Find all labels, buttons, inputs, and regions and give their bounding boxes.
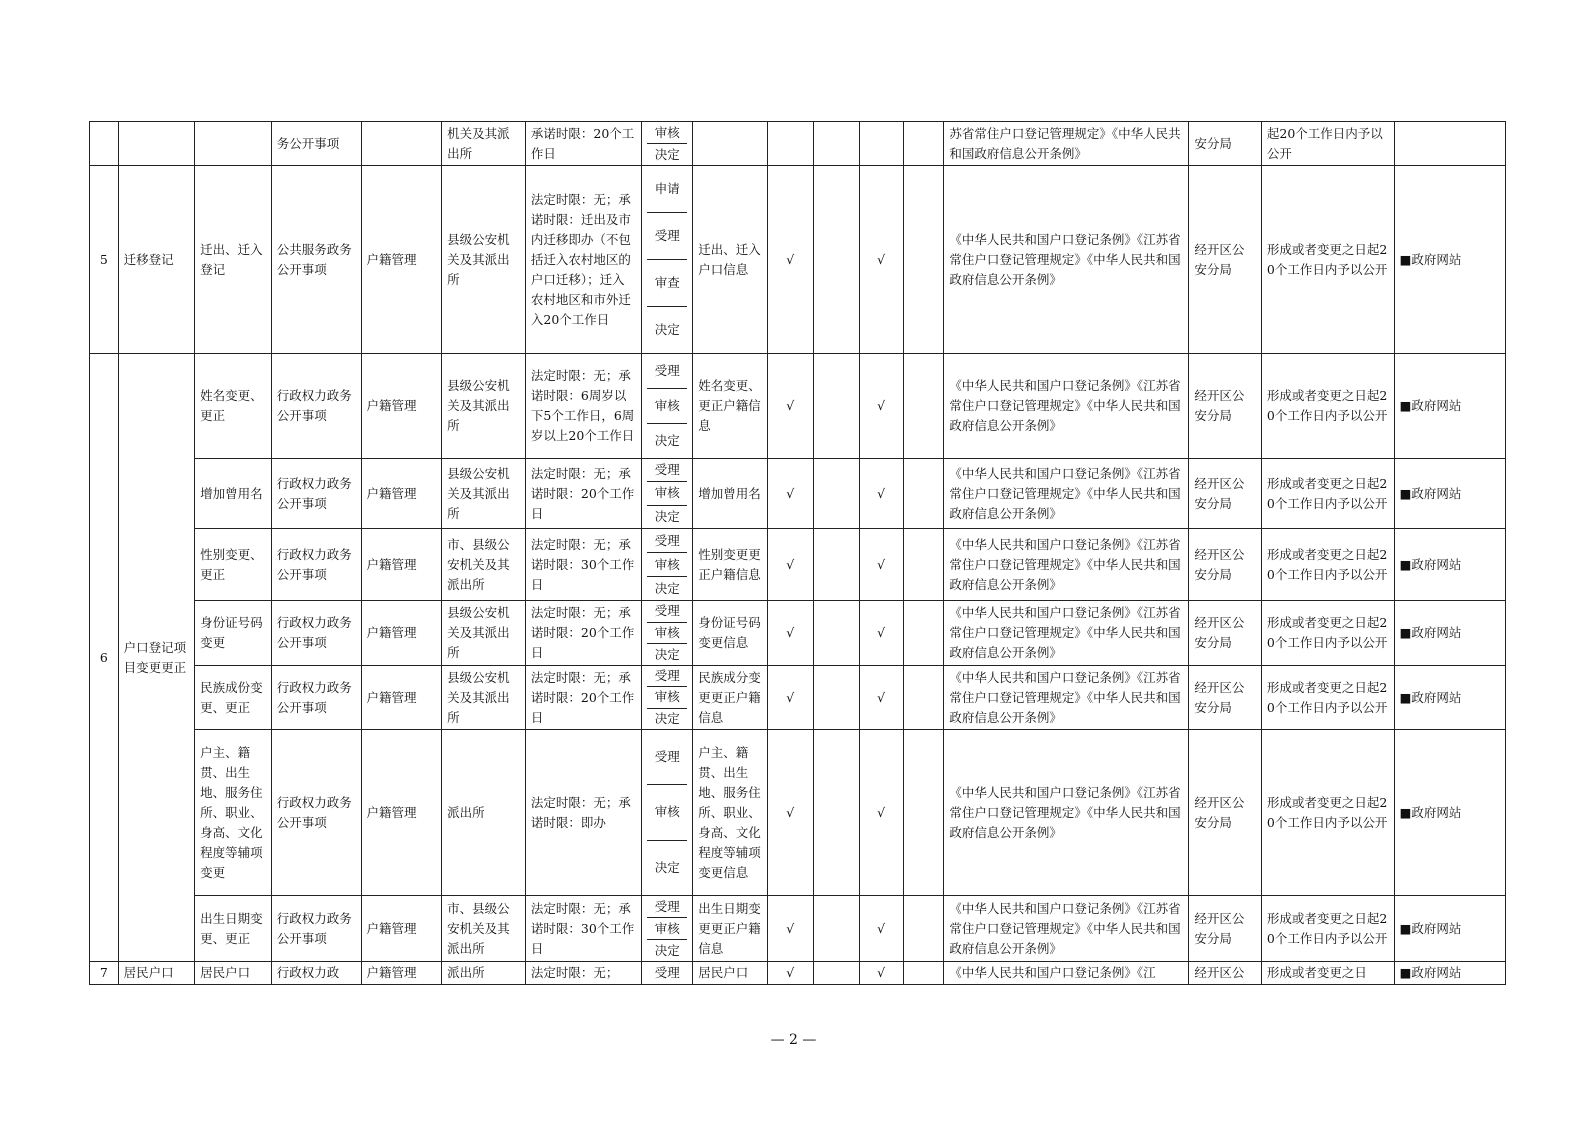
check-mark — [903, 730, 944, 896]
responsible-body: 县级公安机关及其派出所 — [442, 601, 526, 666]
disclosing-organization: 经开区公安分局 — [1189, 529, 1261, 601]
disclosure-type: 行政权力政务公开事项 — [271, 730, 361, 896]
disclosure-deadline: 形成或者变更之日起20个工作日内予以公开 — [1261, 896, 1394, 962]
row-number: 7 — [90, 962, 119, 985]
item-category: 迁移登记 — [118, 166, 195, 354]
check-mark — [767, 122, 813, 166]
check-mark — [813, 122, 859, 166]
disclosure-channel: ■政府网站 — [1394, 166, 1505, 354]
legal-basis: 《中华人民共和国户口登记条例》《江 — [944, 962, 1189, 985]
check-mark: √ — [859, 601, 903, 666]
time-limit: 法定时限：无； — [525, 962, 641, 985]
disclosing-organization: 安分局 — [1189, 122, 1261, 166]
disclosure-content: 居民户口 — [693, 962, 768, 985]
check-mark — [903, 166, 944, 354]
check-mark — [903, 962, 944, 985]
responsible-body: 市、县级公安机关及其派出所 — [442, 529, 526, 601]
table-row — [90, 166, 1506, 354]
disclosure-type: 行政权力政务公开事项 — [271, 354, 361, 459]
disclosure-deadline: 形成或者变更之日起20个工作日内予以公开 — [1261, 730, 1394, 896]
time-limit: 法定时限：无；承诺时限：20个工作日 — [525, 459, 641, 529]
time-limit: 法定时限：无；承诺时限：20个工作日 — [525, 601, 641, 666]
item-category — [118, 122, 195, 166]
process-stages — [642, 354, 693, 459]
domain: 户籍管理 — [361, 666, 442, 730]
legal-basis: 《中华人民共和国户口登记条例》《江苏省常住户口登记管理规定》《中华人民共和国政府信息公开条例》 — [944, 166, 1189, 354]
disclosure-content: 出生日期变更更正户籍信息 — [693, 896, 768, 962]
process-stages — [642, 601, 693, 666]
stage-label: 决定 — [647, 840, 687, 895]
check-mark: √ — [767, 896, 813, 962]
sub-item-name: 姓名变更、更正 — [195, 354, 272, 459]
check-mark: √ — [859, 459, 903, 529]
stage-label: 决定 — [647, 643, 687, 665]
disclosing-organization: 经开区公安分局 — [1189, 459, 1261, 529]
disclosure-content: 增加曾用名 — [693, 459, 768, 529]
stage-label: 决定 — [647, 505, 687, 528]
check-mark — [813, 166, 859, 354]
check-mark — [903, 896, 944, 962]
stage-label: 决定 — [647, 708, 687, 729]
disclosing-organization: 经开区公安分局 — [1189, 730, 1261, 896]
check-mark: √ — [859, 730, 903, 896]
disclosure-deadline: 形成或者变更之日起20个工作日内予以公开 — [1261, 459, 1394, 529]
check-mark: √ — [767, 730, 813, 896]
disclosure-type: 行政权力政务公开事项 — [271, 459, 361, 529]
stage-label: 决定 — [647, 423, 687, 458]
check-mark: √ — [767, 666, 813, 730]
process-stages — [642, 666, 693, 730]
stage-label: 决定 — [647, 306, 687, 353]
stage-label: 审核 — [647, 481, 687, 504]
disclosure-channel: ■政府网站 — [1394, 962, 1505, 985]
domain: 户籍管理 — [361, 601, 442, 666]
check-mark — [903, 122, 944, 166]
disclosure-deadline: 形成或者变更之日 — [1261, 962, 1394, 985]
legal-basis: 《中华人民共和国户口登记条例》《江苏省常住户口登记管理规定》《中华人民共和国政府信息公开条例》 — [944, 666, 1189, 730]
disclosure-deadline: 形成或者变更之日起20个工作日内予以公开 — [1261, 529, 1394, 601]
domain: 户籍管理 — [361, 529, 442, 601]
table-row — [90, 354, 1506, 459]
check-mark — [903, 354, 944, 459]
sub-item-name: 出生日期变更、更正 — [195, 896, 272, 962]
stage-label: 审核 — [647, 784, 687, 839]
responsible-body: 市、县级公安机关及其派出所 — [442, 896, 526, 962]
check-mark: √ — [767, 166, 813, 354]
legal-basis: 苏省常住户口登记管理规定》《中华人民共和国政府信息公开条例》 — [944, 122, 1189, 166]
check-mark: √ — [767, 459, 813, 529]
check-mark: √ — [859, 962, 903, 985]
disclosure-channel: ■政府网站 — [1394, 666, 1505, 730]
check-mark — [813, 896, 859, 962]
disclosure-deadline: 形成或者变更之日起20个工作日内予以公开 — [1261, 354, 1394, 459]
page-number: — 2 — — [770, 1032, 817, 1048]
check-mark — [903, 459, 944, 529]
responsible-body: 派出所 — [442, 730, 526, 896]
sub-item-name: 户主、籍贯、出生地、服务住所、职业、身高、文化程度等辅项变更 — [195, 730, 272, 896]
check-mark — [903, 529, 944, 601]
responsible-body: 县级公安机关及其派出所 — [442, 354, 526, 459]
disclosure-channel: ■政府网站 — [1394, 529, 1505, 601]
stage-label: 审核 — [647, 552, 687, 576]
disclosure-channel: ■政府网站 — [1394, 354, 1505, 459]
check-mark: √ — [859, 896, 903, 962]
disclosure-channel: ■政府网站 — [1394, 730, 1505, 896]
stage-label: 审核 — [647, 917, 687, 939]
disclosure-type: 行政权力政 — [271, 962, 361, 985]
stage-label: 受理 — [647, 212, 687, 259]
check-mark — [903, 601, 944, 666]
legal-basis: 《中华人民共和国户口登记条例》《江苏省常住户口登记管理规定》《中华人民共和国政府信息公开条例》 — [944, 459, 1189, 529]
table-row — [90, 601, 1506, 666]
process-stages — [642, 962, 693, 985]
stage-label: 申请 — [654, 181, 680, 196]
table-row — [90, 962, 1506, 985]
sub-item-name: 居民户口 — [195, 962, 272, 985]
row-number — [90, 122, 119, 166]
stage-label: 受理 — [654, 363, 680, 378]
check-mark: √ — [859, 354, 903, 459]
check-mark — [813, 962, 859, 985]
responsible-body: 县级公安机关及其派出所 — [442, 459, 526, 529]
disclosing-organization: 经开区公安分局 — [1189, 354, 1261, 459]
process-stages — [642, 459, 693, 529]
check-mark: √ — [767, 962, 813, 985]
disclosure-type: 公共服务政务公开事项 — [271, 166, 361, 354]
sub-item-name: 性别变更、更正 — [195, 529, 272, 601]
time-limit: 法定时限：无；承诺时限：即办 — [525, 730, 641, 896]
sub-item-name: 民族成份变更、更正 — [195, 666, 272, 730]
disclosure-deadline: 形成或者变更之日起20个工作日内予以公开 — [1261, 666, 1394, 730]
disclosure-channel — [1394, 122, 1505, 166]
stage-label: 受理 — [654, 603, 680, 619]
stage-label: 审核 — [647, 686, 687, 707]
disclosure-content: 户主、籍贯、出生地、服务住所、职业、身高、文化程度等辅项变更信息 — [693, 730, 768, 896]
check-mark — [813, 730, 859, 896]
disclosure-deadline: 形成或者变更之日起20个工作日内予以公开 — [1261, 166, 1394, 354]
disclosure-channel: ■政府网站 — [1394, 601, 1505, 666]
disclosure-type: 行政权力政务公开事项 — [271, 666, 361, 730]
legal-basis: 《中华人民共和国户口登记条例》《江苏省常住户口登记管理规定》《中华人民共和国政府信息公开条例》 — [944, 730, 1189, 896]
domain — [361, 122, 442, 166]
table-row — [90, 896, 1506, 962]
process-stages — [642, 166, 693, 354]
disclosure-deadline: 起20个工作日内予以公开 — [1261, 122, 1394, 166]
disclosure-content: 姓名变更、更正户籍信息 — [693, 354, 768, 459]
stage-label: 受理 — [654, 462, 680, 478]
sub-item-name: 迁出、迁入登记 — [195, 166, 272, 354]
process-stages — [642, 730, 693, 896]
time-limit: 法定时限：无；承诺时限：迁出及市内迁移即办（不包括迁入农村地区的户口迁移）；迁入农村地区和市外迁入20个工作日 — [525, 166, 641, 354]
disclosing-organization: 经开区公安分局 — [1189, 166, 1261, 354]
legal-basis: 《中华人民共和国户口登记条例》《江苏省常住户口登记管理规定》《中华人民共和国政府信息公开条例》 — [944, 896, 1189, 962]
time-limit: 法定时限：无；承诺时限：30个工作日 — [525, 529, 641, 601]
legal-basis: 《中华人民共和国户口登记条例》《江苏省常住户口登记管理规定》《中华人民共和国政府信息公开条例》 — [944, 601, 1189, 666]
process-stages — [642, 529, 693, 601]
domain: 户籍管理 — [361, 459, 442, 529]
responsible-body: 机关及其派出所 — [442, 122, 526, 166]
responsible-body: 派出所 — [442, 962, 526, 985]
item-category: 居民户口 — [118, 962, 195, 985]
disclosure-type: 务公开事项 — [271, 122, 361, 166]
disclosing-organization: 经开区公安分局 — [1189, 666, 1261, 730]
check-mark — [813, 459, 859, 529]
time-limit: 法定时限：无；承诺时限：6周岁以下5个工作日，6周岁以上20个工作日 — [525, 354, 641, 459]
check-mark: √ — [767, 601, 813, 666]
stage-label: 受理 — [654, 965, 680, 980]
legal-basis: 《中华人民共和国户口登记条例》《江苏省常住户口登记管理规定》《中华人民共和国政府信息公开条例》 — [944, 529, 1189, 601]
row-number: 6 — [90, 354, 119, 962]
table-row — [90, 122, 1506, 166]
disclosure-content: 迁出、迁入户口信息 — [693, 166, 768, 354]
check-mark — [903, 666, 944, 730]
stage-label: 审核 — [654, 124, 680, 140]
responsible-body: 县级公安机关及其派出所 — [442, 666, 526, 730]
check-mark: √ — [767, 354, 813, 459]
responsible-body: 县级公安机关及其派出所 — [442, 166, 526, 354]
disclosure-content — [693, 122, 768, 166]
sub-item-name: 增加曾用名 — [195, 459, 272, 529]
disclosure-channel: ■政府网站 — [1394, 459, 1505, 529]
disclosing-organization: 经开区公安分局 — [1189, 601, 1261, 666]
domain: 户籍管理 — [361, 166, 442, 354]
disclosure-table — [89, 121, 1506, 985]
disclosure-type: 行政权力政务公开事项 — [271, 601, 361, 666]
process-stages — [642, 122, 693, 166]
check-mark: √ — [859, 166, 903, 354]
disclosing-organization: 经开区公安分局 — [1189, 896, 1261, 962]
disclosing-organization: 经开区公 — [1189, 962, 1261, 985]
stage-label: 受理 — [654, 749, 680, 765]
check-mark — [813, 666, 859, 730]
table-row — [90, 459, 1506, 529]
disclosure-deadline: 形成或者变更之日起20个工作日内予以公开 — [1261, 601, 1394, 666]
check-mark — [813, 529, 859, 601]
check-mark: √ — [859, 666, 903, 730]
time-limit: 法定时限：无；承诺时限：20个工作日 — [525, 666, 641, 730]
check-mark — [859, 122, 903, 166]
disclosure-channel: ■政府网站 — [1394, 896, 1505, 962]
process-stages — [642, 896, 693, 962]
stage-label: 审核 — [647, 388, 687, 423]
table-row — [90, 529, 1506, 601]
sub-item-name: 身份证号码变更 — [195, 601, 272, 666]
disclosure-content: 民族成分变更更正户籍信息 — [693, 666, 768, 730]
row-number: 5 — [90, 166, 119, 354]
disclosure-type: 行政权力政务公开事项 — [271, 896, 361, 962]
check-mark — [813, 354, 859, 459]
domain: 户籍管理 — [361, 896, 442, 962]
stage-label: 审核 — [647, 622, 687, 644]
item-category: 户口登记项目变更更正 — [118, 354, 195, 962]
check-mark — [813, 601, 859, 666]
disclosure-type: 行政权力政务公开事项 — [271, 529, 361, 601]
stage-label: 受理 — [654, 668, 680, 684]
domain: 户籍管理 — [361, 730, 442, 896]
time-limit: 法定时限：无；承诺时限：30个工作日 — [525, 896, 641, 962]
check-mark: √ — [859, 529, 903, 601]
disclosure-content: 身份证号码变更信息 — [693, 601, 768, 666]
stage-label: 受理 — [654, 532, 680, 548]
table-row — [90, 730, 1506, 896]
stage-label: 决定 — [647, 576, 687, 600]
check-mark: √ — [767, 529, 813, 601]
stage-label: 审查 — [647, 259, 687, 306]
sub-item-name — [195, 122, 272, 166]
domain: 户籍管理 — [361, 354, 442, 459]
domain: 户籍管理 — [361, 962, 442, 985]
time-limit: 承诺时限：20个工作日 — [525, 122, 641, 166]
stage-label: 决定 — [647, 939, 687, 961]
stage-label: 受理 — [654, 898, 680, 914]
legal-basis: 《中华人民共和国户口登记条例》《江苏省常住户口登记管理规定》《中华人民共和国政府信息公开条例》 — [944, 354, 1189, 459]
disclosure-content: 性别变更更正户籍信息 — [693, 529, 768, 601]
table-row — [90, 666, 1506, 730]
stage-label: 决定 — [647, 143, 687, 165]
